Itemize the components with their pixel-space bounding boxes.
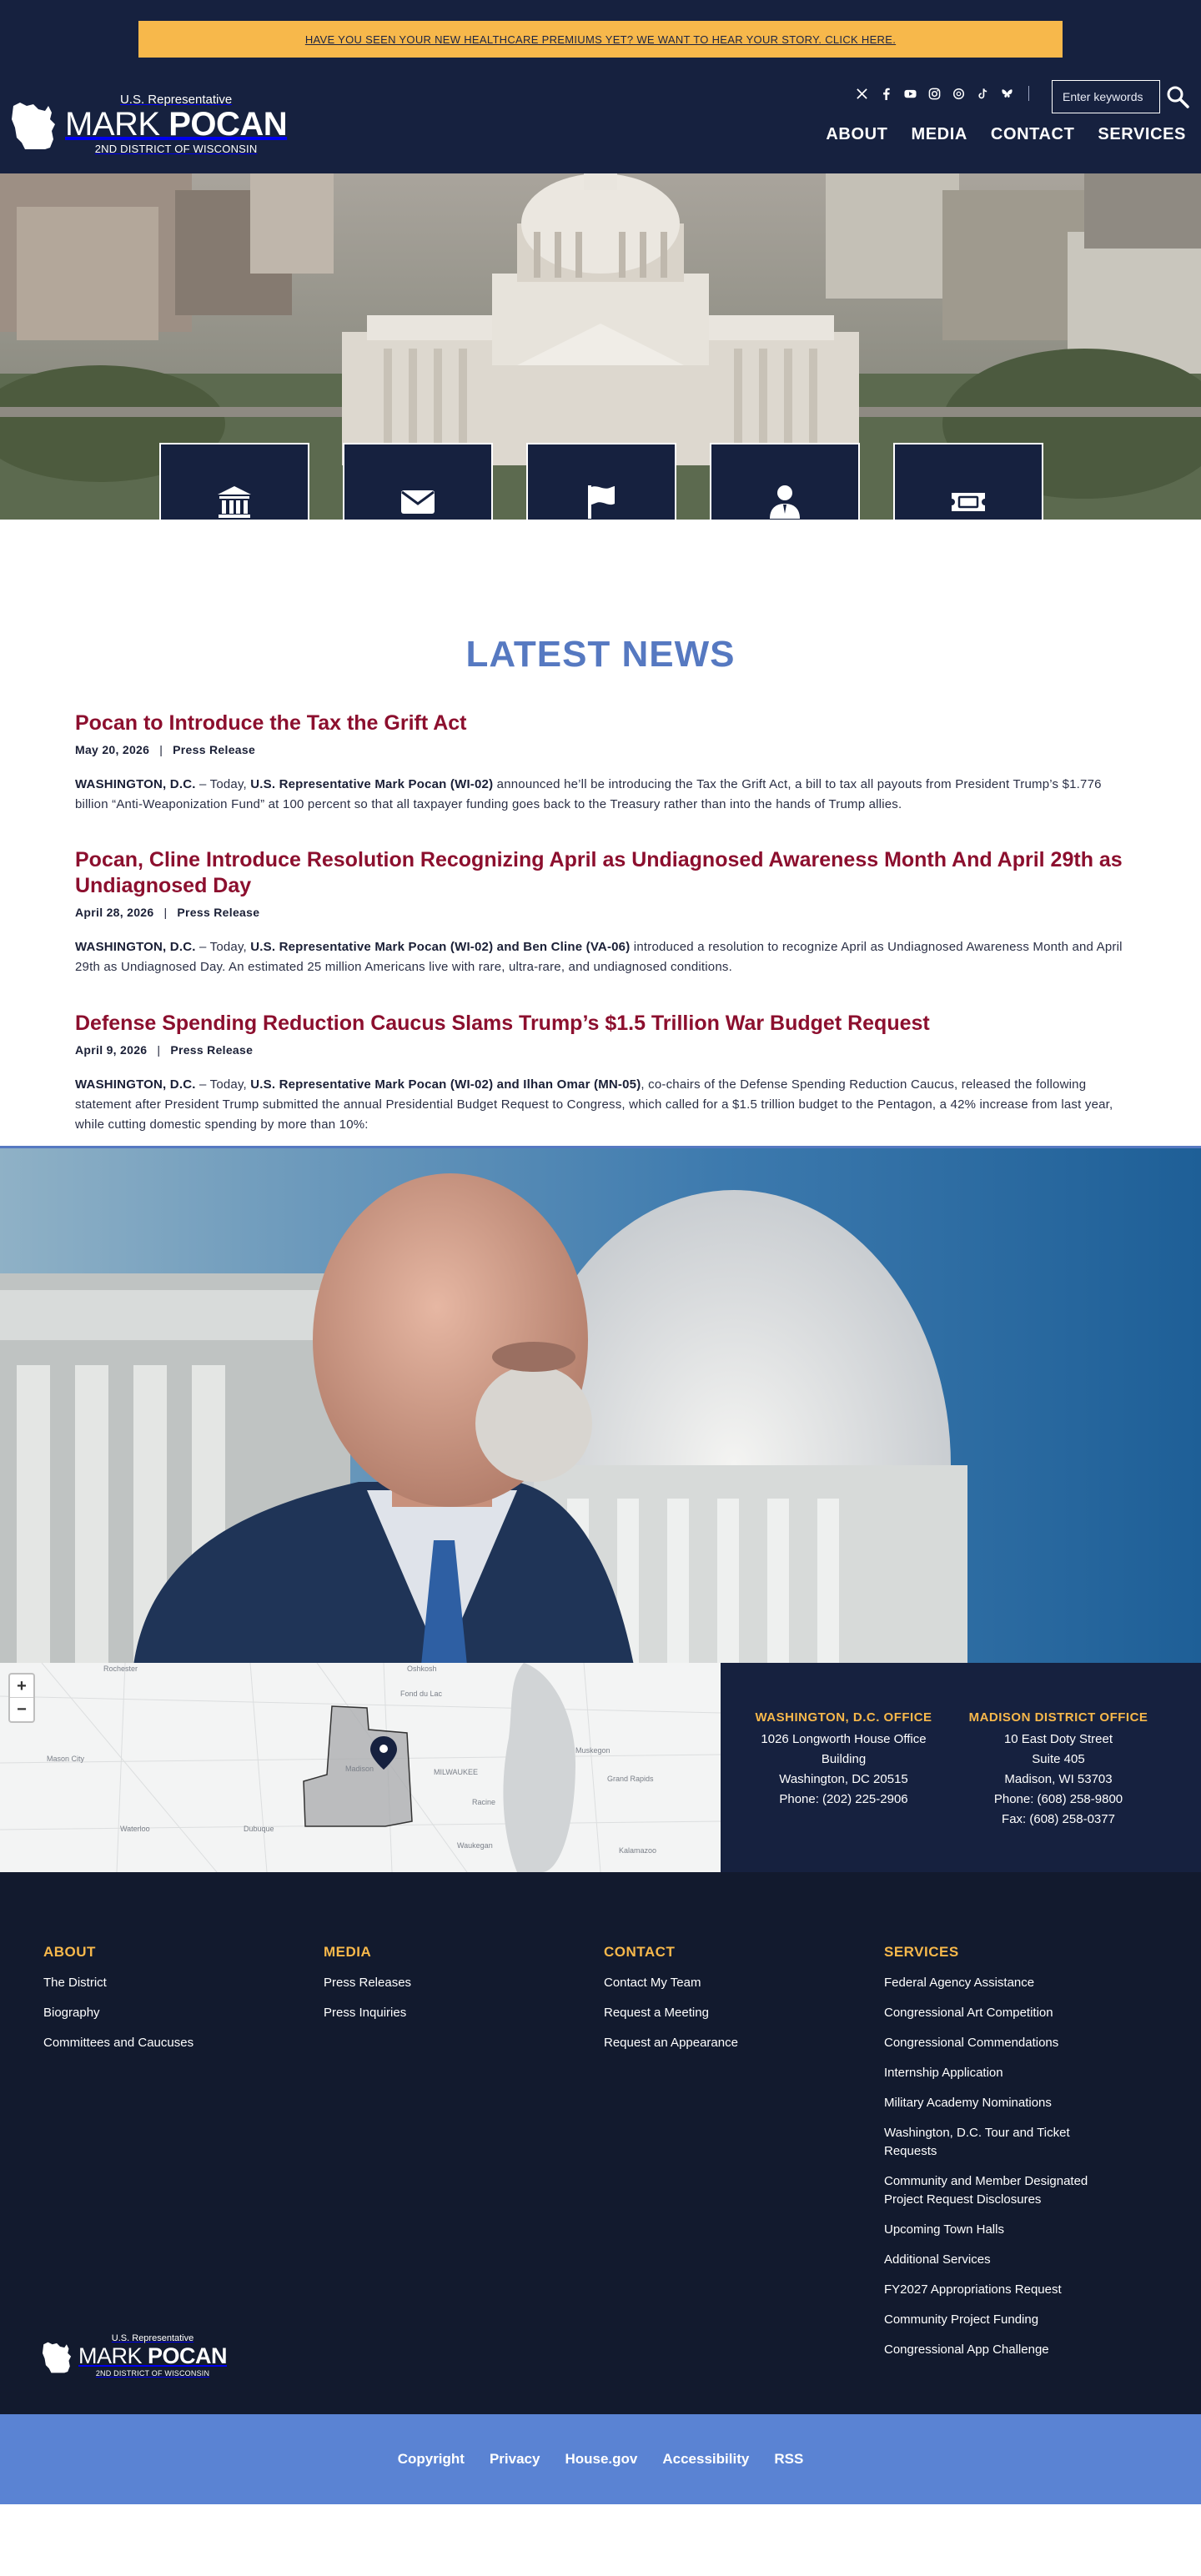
madison-office	[942, 1708, 1175, 1872]
wisconsin-map-icon	[40, 2337, 77, 2375]
office-heading: WASHINGTON, D.C. OFFICE	[755, 1710, 932, 1725]
accessibility-link[interactable]: Accessibility	[662, 2451, 750, 2467]
footer-link[interactable]: Congressional App Challenge	[884, 2343, 1049, 2357]
article-bold-text: U.S. Representative Mark Pocan (WI-02) and Ben Cline (VA-06)	[250, 940, 631, 954]
meta-separator: |	[159, 743, 163, 756]
logo-last-name: POCAN	[168, 105, 288, 143]
map-label: Waterloo	[120, 1825, 150, 1833]
article-body: introduced a resolution to recognize April as Undiagnosed Awareness Month and April 29th as Undiagnosed Day. An estimated 25 million Americans live with rare, ultra-rare, and undiagnosed conditions.	[75, 940, 1123, 974]
privacy-link[interactable]: Privacy	[489, 2451, 540, 2467]
map-label: Waukegan	[457, 1841, 493, 1850]
office-heading: MADISON DISTRICT OFFICE	[968, 1710, 1148, 1725]
article-category: Press Release	[177, 906, 260, 919]
article-lead: – Today,	[195, 777, 251, 791]
map-label: Grand Rapids	[607, 1775, 654, 1783]
search-icon[interactable]	[1166, 85, 1189, 108]
alert-link[interactable]: HAVE YOU SEEN YOUR NEW HEALTHCARE PREMIUMS YET? WE WANT TO HEAR YOUR STORY. CLICK HERE.	[304, 33, 897, 46]
news-article	[75, 1011, 1130, 1135]
footer-column-contact	[604, 1944, 846, 2064]
office-address-line: 1026 Longworth House Office	[761, 1732, 927, 1746]
footer-link[interactable]: Press Releases	[324, 1976, 412, 1990]
article-meta	[75, 743, 1130, 756]
flag-icon	[583, 484, 620, 520]
office-panel	[721, 1663, 1201, 1872]
footer-link[interactable]: Internship Application	[884, 2066, 1003, 2080]
district-map[interactable]	[0, 1663, 721, 1872]
office-phone: Phone: (608) 258-9800	[993, 1792, 1123, 1806]
article-summary	[75, 775, 1130, 815]
article-bold-text: U.S. Representative Mark Pocan (WI-02)	[250, 777, 494, 791]
social-links	[854, 86, 1029, 101]
dc-office	[721, 1708, 942, 1872]
person-icon	[766, 484, 803, 520]
logo-text	[65, 93, 287, 154]
meta-separator: |	[157, 1043, 161, 1057]
representative-portrait	[0, 1146, 1201, 1663]
nav-about[interactable]: ABOUT	[826, 125, 888, 143]
rss-link[interactable]: RSS	[774, 2451, 804, 2467]
article-date: May 20, 2026	[75, 743, 150, 756]
facebook-icon[interactable]	[878, 86, 893, 101]
article-lead: – Today,	[195, 1077, 251, 1092]
copyright-link[interactable]: Copyright	[397, 2451, 465, 2467]
map-label: Oshkosh	[407, 1665, 437, 1673]
map-label: Rochester	[103, 1665, 138, 1673]
house-gov-link[interactable]: House.gov	[565, 2451, 638, 2467]
footer-link[interactable]: The District	[43, 1976, 107, 1990]
map-label: Fond du Lac	[400, 1690, 443, 1698]
envelope-icon	[399, 484, 436, 520]
logo-first-name: MARK	[78, 2343, 143, 2368]
footer-link[interactable]: Federal Agency Assistance	[884, 1976, 1035, 1990]
logo-name	[65, 105, 288, 143]
logo-text	[78, 2334, 227, 2378]
footer-link[interactable]: Community and Member Designated Project Request Disclosures	[884, 2174, 1088, 2207]
footer-link[interactable]: Congressional Commendations	[884, 2036, 1059, 2050]
footer-heading: ABOUT	[43, 1944, 96, 1960]
office-address-line: 10 East Doty Street	[1003, 1732, 1113, 1746]
threads-icon[interactable]	[951, 86, 966, 101]
news-article	[75, 711, 1130, 815]
article-dateline: WASHINGTON, D.C.	[75, 777, 196, 791]
footer-heading: CONTACT	[604, 1944, 676, 1960]
x-icon[interactable]	[854, 86, 869, 101]
zoom-in-button[interactable]: +	[10, 1675, 33, 1698]
footer-link[interactable]: Press Inquiries	[324, 2006, 407, 2020]
article-body: , co-chairs of the Defense Spending Reduction Caucus, released the following statement after President Trump submitted the annual Presidential Budget Request to Congress, which called for a $1.5 trillion budget to the Pentagon, a 42% increase from last year, while cutting domestic spending by more than 10%:	[75, 1077, 1113, 1132]
nav-services[interactable]: SERVICES	[1098, 125, 1186, 143]
news-article	[75, 847, 1130, 977]
footer-heading: SERVICES	[884, 1944, 959, 1960]
article-summary	[75, 937, 1130, 977]
map-label: Racine	[472, 1798, 496, 1806]
map-label: Muskegon	[575, 1746, 611, 1755]
footer-link[interactable]: Community Project Funding	[884, 2312, 1039, 2327]
office-address-line: Building	[821, 1752, 867, 1766]
site-footer	[0, 1872, 1201, 2414]
main-nav	[826, 125, 1186, 144]
article-category: Press Release	[173, 743, 256, 756]
footer-link[interactable]: Biography	[43, 2006, 100, 2020]
article-meta	[75, 906, 1130, 919]
youtube-icon[interactable]	[902, 86, 917, 101]
footer-column-media	[324, 1944, 565, 2034]
office-address-line: Washington, DC 20515	[779, 1772, 908, 1786]
social-divider	[1028, 86, 1029, 101]
footer-link[interactable]: Additional Services	[884, 2252, 991, 2267]
news-heading: LATEST NEWS	[465, 634, 736, 675]
map-label: Dubuque	[244, 1825, 274, 1833]
meta-separator: |	[163, 906, 168, 919]
map-label: Madison	[345, 1765, 374, 1773]
search-input[interactable]	[1052, 80, 1160, 113]
article-summary	[75, 1075, 1130, 1135]
map-zoom-control	[8, 1673, 35, 1723]
article-body: announced he’ll be introducing the Tax the Grift Act, a bill to tax all payouts from President Trump’s $1.776 billion “Anti-Weaponization Fund” at 100 percent so that all taxpayer funding goes back to the Treasury rather than into the hands of Trump allies.	[75, 777, 1102, 811]
article-date: April 28, 2026	[75, 906, 154, 919]
article-dateline: WASHINGTON, D.C.	[75, 940, 196, 954]
building-icon	[216, 484, 253, 520]
logo-first-name: MARK	[65, 105, 160, 143]
logo-subtitle: U.S. Representative	[111, 2333, 194, 2343]
office-address-line: Suite 405	[1032, 1752, 1085, 1766]
article-title-link[interactable]: Defense Spending Reduction Caucus Slams Trump’s $1.5 Trillion War Budget Request	[75, 1012, 930, 1035]
footer-logo[interactable]	[40, 2334, 227, 2378]
footer-link[interactable]: Washington, D.C. Tour and Ticket Requests	[884, 2126, 1070, 2158]
article-bold-text: U.S. Representative Mark Pocan (WI-02) and Ilhan Omar (MN-05)	[250, 1077, 641, 1092]
article-date: April 9, 2026	[75, 1043, 148, 1057]
footer-link[interactable]: Contact My Team	[604, 1976, 701, 1990]
logo-district: 2ND DISTRICT OF WISCONSIN	[95, 2369, 210, 2378]
article-title-link[interactable]: Pocan, Cline Introduce Resolution Recognizing April as Undiagnosed Awareness Month And April 29th as Undiagnosed Day	[75, 848, 1123, 897]
latest-news-section	[0, 520, 1201, 1146]
footer-link[interactable]: FY2027 Appropriations Request	[884, 2282, 1062, 2297]
article-dateline: WASHINGTON, D.C.	[75, 1077, 196, 1092]
bottom-link-bar	[0, 2414, 1201, 2504]
footer-link[interactable]: Upcoming Town Halls	[884, 2222, 1004, 2237]
nav-media[interactable]: MEDIA	[911, 125, 967, 143]
logo-subtitle: U.S. Representative	[119, 92, 233, 107]
logo-last-name: POCAN	[148, 2343, 228, 2368]
footer-link[interactable]: Military Academy Nominations	[884, 2096, 1052, 2110]
footer-column-about	[43, 1944, 285, 2064]
site-logo[interactable]	[8, 90, 287, 157]
zoom-out-button[interactable]: −	[17, 1700, 27, 1719]
article-lead: – Today,	[195, 940, 251, 954]
logo-name	[78, 2345, 227, 2368]
nav-contact[interactable]: CONTACT	[990, 125, 1075, 143]
ticket-icon	[950, 484, 987, 520]
bluesky-icon[interactable]	[999, 86, 1014, 101]
office-phone: Phone: (202) 225-2906	[779, 1792, 908, 1806]
site-header	[0, 0, 1201, 173]
footer-link[interactable]: Request an Appearance	[604, 2036, 738, 2050]
map-label: Kalamazoo	[619, 1846, 657, 1855]
footer-link[interactable]: Request a Meeting	[604, 2006, 709, 2020]
tiktok-icon[interactable]	[975, 86, 990, 101]
footer-link[interactable]: Committees and Caucuses	[43, 2036, 194, 2050]
article-meta	[75, 1043, 1130, 1057]
alert-banner	[138, 21, 1063, 58]
footer-heading: MEDIA	[324, 1944, 372, 1960]
office-address-line: Madison, WI 53703	[1004, 1772, 1113, 1786]
map-label: Mason City	[47, 1755, 85, 1763]
footer-column-services	[884, 1944, 1126, 2371]
office-fax: Fax: (608) 258-0377	[1002, 1812, 1115, 1826]
wisconsin-map-icon	[8, 94, 63, 153]
logo-district: 2ND DISTRICT OF WISCONSIN	[94, 142, 258, 155]
offices-section	[0, 1663, 1201, 1872]
article-category: Press Release	[170, 1043, 254, 1057]
footer-link[interactable]: Congressional Art Competition	[884, 2006, 1053, 2020]
map-label: MILWAUKEE	[434, 1768, 479, 1776]
article-title-link[interactable]: Pocan to Introduce the Tax the Grift Act	[75, 711, 467, 735]
instagram-icon[interactable]	[927, 86, 942, 101]
